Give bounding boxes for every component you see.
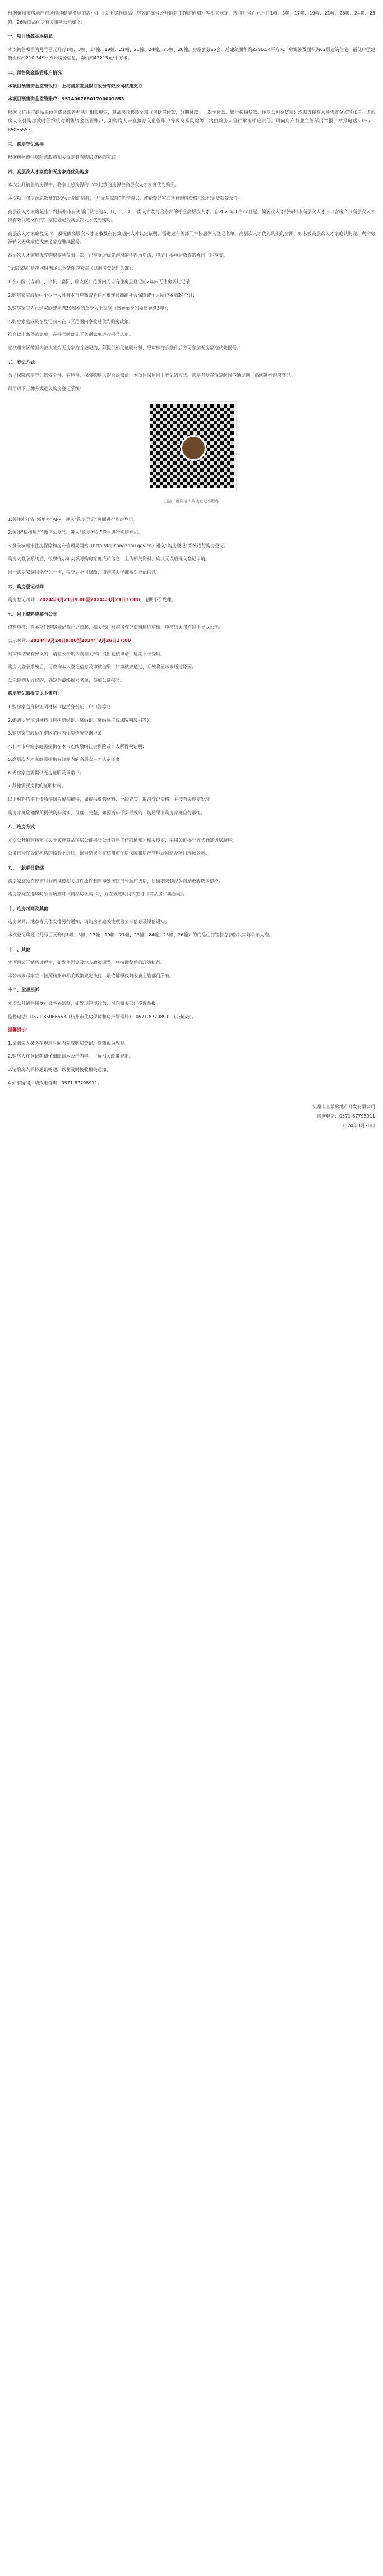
signature-block xyxy=(8,1102,375,1130)
material-3: 3.购房家庭成员在市区范围内住房情况查询记录； xyxy=(8,731,107,736)
section-11-para-2: 本公示未尽事宜，按照杭州市相关政策规定执行，最终解释权归政府主管部门所有。 xyxy=(8,973,174,978)
section-7-title: 七、网上资料审核与公示 xyxy=(8,611,57,617)
section-4-title: 四、高层次人才家庭和无房家庭优先购房 xyxy=(8,169,89,174)
sign-company: 杭州市某某房地产开发有限公司 xyxy=(312,1104,375,1110)
warning-4: 4.如有疑问，请致电咨询：0571-87798911。 xyxy=(8,1080,102,1086)
section-2-title: 二、预售资金监管账户情况 xyxy=(8,70,62,75)
section-4-para-9: 3.购房家庭为已婚家庭或年满30周岁的单身人士家庭（离异单身的须离异满3年）； xyxy=(8,306,171,311)
section-5-para-2: 可用以下三种方式进入购房登记系统： xyxy=(8,386,84,391)
material-1: 1.购房家庭身份证明材料（包括身份证、户口簿等）； xyxy=(8,704,113,709)
warning-2: 2.购房人在登记前请仔细阅读本公示内容，了解相关政策规定。 xyxy=(8,1054,133,1059)
escrow-bank: 本项目预售资金监管银行：上海浦东发展银行股份有限公司杭州支行 xyxy=(8,83,142,89)
section-3-title: 三、购房登记条件 xyxy=(8,141,44,147)
materials-title: 购房登记需提交以下资料： xyxy=(8,691,62,696)
section-11-para-1: 本项目公开销售过程中，如发生国家及地方政策调整，将按调整后的政策执行。 xyxy=(8,960,165,966)
section-10-para-2: 本次登记房源（月号百元开行1幢、3幢、17幢、19幢、21幢、23幢、24幢、25幢、26幢）的商品住房销售总套数以实际公示为准。 xyxy=(8,932,274,938)
registration-time-pre: 购房登记时间： xyxy=(8,597,39,603)
material-2: 2.婚姻状况证明材料（包括结婚证、离婚证、离婚协议或法院判决书等）； xyxy=(8,717,154,723)
warning-title: 温馨提示： xyxy=(8,1027,30,1033)
section-8-para-2: 公证摇号在公证机构的监督下进行，摇号结果将在杭州市住房保障和房产管理局网站及项目现场公示。 xyxy=(8,851,210,856)
section-8-para-1: 本次公开销售按照《关于实施商品住房公证摇号公开销售工作的通知》相关规定，采用公证摇号方式确定选房顺序。 xyxy=(8,837,237,843)
section-1-title: 一、项目所源基本信息 xyxy=(8,34,53,39)
section-4-para-6: “无房家庭”是指同时满足以下条件的家庭（以购房登记时为准）： xyxy=(8,266,136,271)
intro-paragraph: 根据杭州市房地产市场持续健康发展的需小组《关于实施商品住房公证摇号公开销售工作的通知》等相关规定，现将月号百元开行1幢、3幢、17幢、19幢、21幢、23幢、24幢、25幢、26幢商品住房有关事项公示如下： xyxy=(8,11,375,25)
audit-time-label: 公示时间： xyxy=(8,638,30,643)
qr-code-image[interactable] xyxy=(147,402,236,491)
section-12-para-2: 监督电话：0571-85066553（杭州市住房保障和房产管理局），0571-87798911（公证处）。 xyxy=(8,1014,196,1019)
section-4-para-10: 4.购房家庭成员在登记前未在市区范围内享受过优先购房政策。 xyxy=(8,318,133,324)
material-4: 4.非本市户籍家庭需提供在本市连续缴纳社会保险或个人所得税证明； xyxy=(8,744,147,749)
section-4-para-3: 高层次人才家庭是指：经杭州市有关部门认定的A、B、C、D、E类人才及符合条件的相应高层次人才。自2021年1月27日起，简要次人才持杭州市高层次人才卡（含房产市高层次人才持有效认定文件的）家庭登记为高层次人才优先购房。 xyxy=(8,209,375,223)
section-4-para-7: 1.在市区（含萧山、余杭、富阳、临安区）范围内无自有住房且登记前2年内无住房转让记录； xyxy=(8,279,195,285)
login-way-2: 2.关注“杭州房产”微信公众号，进入“购房登记”栏目进行购房登记。 xyxy=(8,530,143,535)
section-12-title: 十二、监督投诉 xyxy=(8,987,39,993)
section-5-title: 五、登记方式 xyxy=(8,359,35,365)
section-4-para-2: 本次项目将房源总数量的30%比例的房源，供“无房家庭”优先购买。该轮登记家庭须有购房资格和公积金贷款等条件。 xyxy=(8,195,243,201)
audit-time xyxy=(8,636,375,645)
section-9-para-1: 购房家庭须在规定时间内携带相关证件原件到售楼处按照摇号顺序选房，如逾期未到视为自动放弃选房资格。 xyxy=(8,878,223,884)
section-10-para-1: 选房时间、地点等具体安排另行通知，请购房家庭关注项目公示信息及短信通知。 xyxy=(8,919,169,925)
material-7: 7.其他需要提供的证明材料。 xyxy=(8,783,66,789)
section-4-para-8: 2.购房家庭成员中至少一人具有本市户籍或者在本市连续缴纳社会保险或个人所得税满24个月； xyxy=(8,292,197,298)
sign-date: 2024年3月20日 xyxy=(342,1123,375,1129)
sign-phone: 咨询电话：0571-87798911 xyxy=(317,1114,375,1119)
section-4-para-1: 本次公开销售的房源中，将拿出总房源的15%比例的房源供高层次人才家庭优先购买。 xyxy=(8,182,179,188)
section-3-para-1: 根据杭州市住房限购政策相关规定具有购房资格的家庭。 xyxy=(8,155,120,160)
escrow-account: 本项目预售资金监管账户：95140078801700001853 xyxy=(8,96,124,102)
login-way-5: 同一购房家庭只能登记一次，提交后不可修改，请购房人仔细核对登记信息。 xyxy=(8,569,160,575)
material-8: 以上材料均需上传原件照片或扫描件，如提供虚假材料，一经查实，取消登记资格，并按有关规定处理。 xyxy=(8,797,214,802)
section-11-title: 十一、其他 xyxy=(8,947,30,952)
section-4-para-12: 在杭州市区范围内被认定为无房家庭并登记的，须提供相关证明材料，经审核符合条件后方可参加无房家庭优先摇号。 xyxy=(8,345,241,351)
material-9: 购房家庭应确保所提供资料真实、准确、完整，如因资料不实导致的一切后果由购房家庭自行承担。 xyxy=(8,810,205,815)
section-6-title: 六、购房登记时间 xyxy=(8,584,44,589)
section-10-title: 十、选房时间及其他 xyxy=(8,906,48,911)
material-5: 5.高层次人才家庭需提供有效期内的高层次人才认定证书； xyxy=(8,757,124,763)
registration-time-range: 2024年3月21日9:00至2024年3月23日17:00 xyxy=(39,597,140,603)
section-5-para-1: 为了保障购房登记的安全性、有序性、保障购房人的合法权益，本项目采用网上登记的方式，购房者须在规定时间内通过网上系统进行购房登记。 xyxy=(8,373,295,378)
section-4-para-5: 高层次人才家庭优先购房权利仅限一次，已享受过优先购房的不得再申请，申请且摇中后放弃的视同已经享受。 xyxy=(8,252,228,258)
audit-para-5: 公示期满无异议的，确定为最终摇号名单，参加公证摇号。 xyxy=(8,677,124,683)
section-8-title: 八、选房方式 xyxy=(8,824,35,830)
qr-caption: 扫描二维码进入购房登记小程序 xyxy=(164,499,219,504)
section-1-para-1: 本次销售项目为月号百元开行1幢、3幢、17幢、19幢、21幢、23幢、24幢、25幢、26幢，房屋套数95套，总建筑面积约2296.54平方米，房源涉及面积为62层建筑住宅，最低户型建筑面积约210-349平方米房源信息，均价约43215元/平方米。 xyxy=(8,47,375,61)
audit-para-1: 资料审核：自本项目购房登记截止之日起，相关部门对购房登记资料进行审核，审核结果将在网上予以公示。 xyxy=(8,625,223,630)
section-2-para-1: 根据《杭州市商品房预售资金监管办法》相关规定，商品房预售款全部（包括首付款、分期付款、一次性付款、银行按揭贷款、住房公积金贷款）均需直接存入预售资金监管账户。请购房人支付购房款时仔细核对预售资金监管账户，如购房人未直接存入监管账户导致交易风险等，将由购房人自行承担相应责任。可向房产行业主管部门举报，举报电话：0571-85066553。 xyxy=(8,109,375,132)
login-way-4: 购房人登录系统后，按照提示如实填写购房家庭成员信息，上传相关资料，确认无误后提交登记申请。 xyxy=(8,556,210,562)
registration-time xyxy=(8,595,375,604)
audit-para-4: 购房人登录系统后，可查询本人登记信息及审核结果，如审核未通过，系统将显示未通过原因。 xyxy=(8,664,196,670)
audit-para-3: 对审核结果有异议的，请在公示期内向相关部门提出复核申请，逾期不予受理。 xyxy=(8,651,165,657)
login-way-1: 1.关注浙江省“浙里办”APP，进入“购房登记”页面进行购房登记。 xyxy=(8,516,138,522)
section-12-para-1: 本次公开销售接受社会各界监督，如发现违规行为，可向相关部门投诉举报。 xyxy=(8,1000,160,1006)
warning-3: 3.请购房人保持通讯畅通，以便及时接收相关通知。 xyxy=(8,1067,111,1072)
warning-1: 1.请购房人务必在规定时间内完成购房登记，逾期视为放弃。 xyxy=(8,1040,129,1046)
qr-logo-icon xyxy=(181,435,206,461)
section-4-para-11: 符合以上条件的家庭，在摇号时优先于普通家庭进行摇号选房。 xyxy=(8,332,133,338)
login-way-3: 3.登录杭州市住房保障和房产管理局网站（http://fgj.hangzhou.gov.cn）进入“购房登记”系统进行购房登记。 xyxy=(8,543,229,548)
audit-time-range: 2024年3月24日9:00至2024年3月26日17:00 xyxy=(30,638,131,643)
section-4-para-4: 高层次人才家庭登记时，须提供高层次人才证书及在有效期内人才认定证明，需通过有关部门审核后列入登记名单。高层次人才优先购买的房源，如未被高层次人才家庭认购完，剩余房源转入无房家庭或普通家庭继续摇号。 xyxy=(8,230,375,245)
section-9-title: 九、一般项目数据 xyxy=(8,865,44,871)
section-9-para-2: 购房家庭在选房时须当场签订《商品房认购书》，并在规定时间内签订《商品房买卖合同》。 xyxy=(8,892,187,897)
registration-time-post: ，逾期不予受理。 xyxy=(140,597,176,603)
qr-code-block xyxy=(8,402,375,506)
material-6: 6.无房家庭需提供无房证明及承诺书； xyxy=(8,770,84,775)
